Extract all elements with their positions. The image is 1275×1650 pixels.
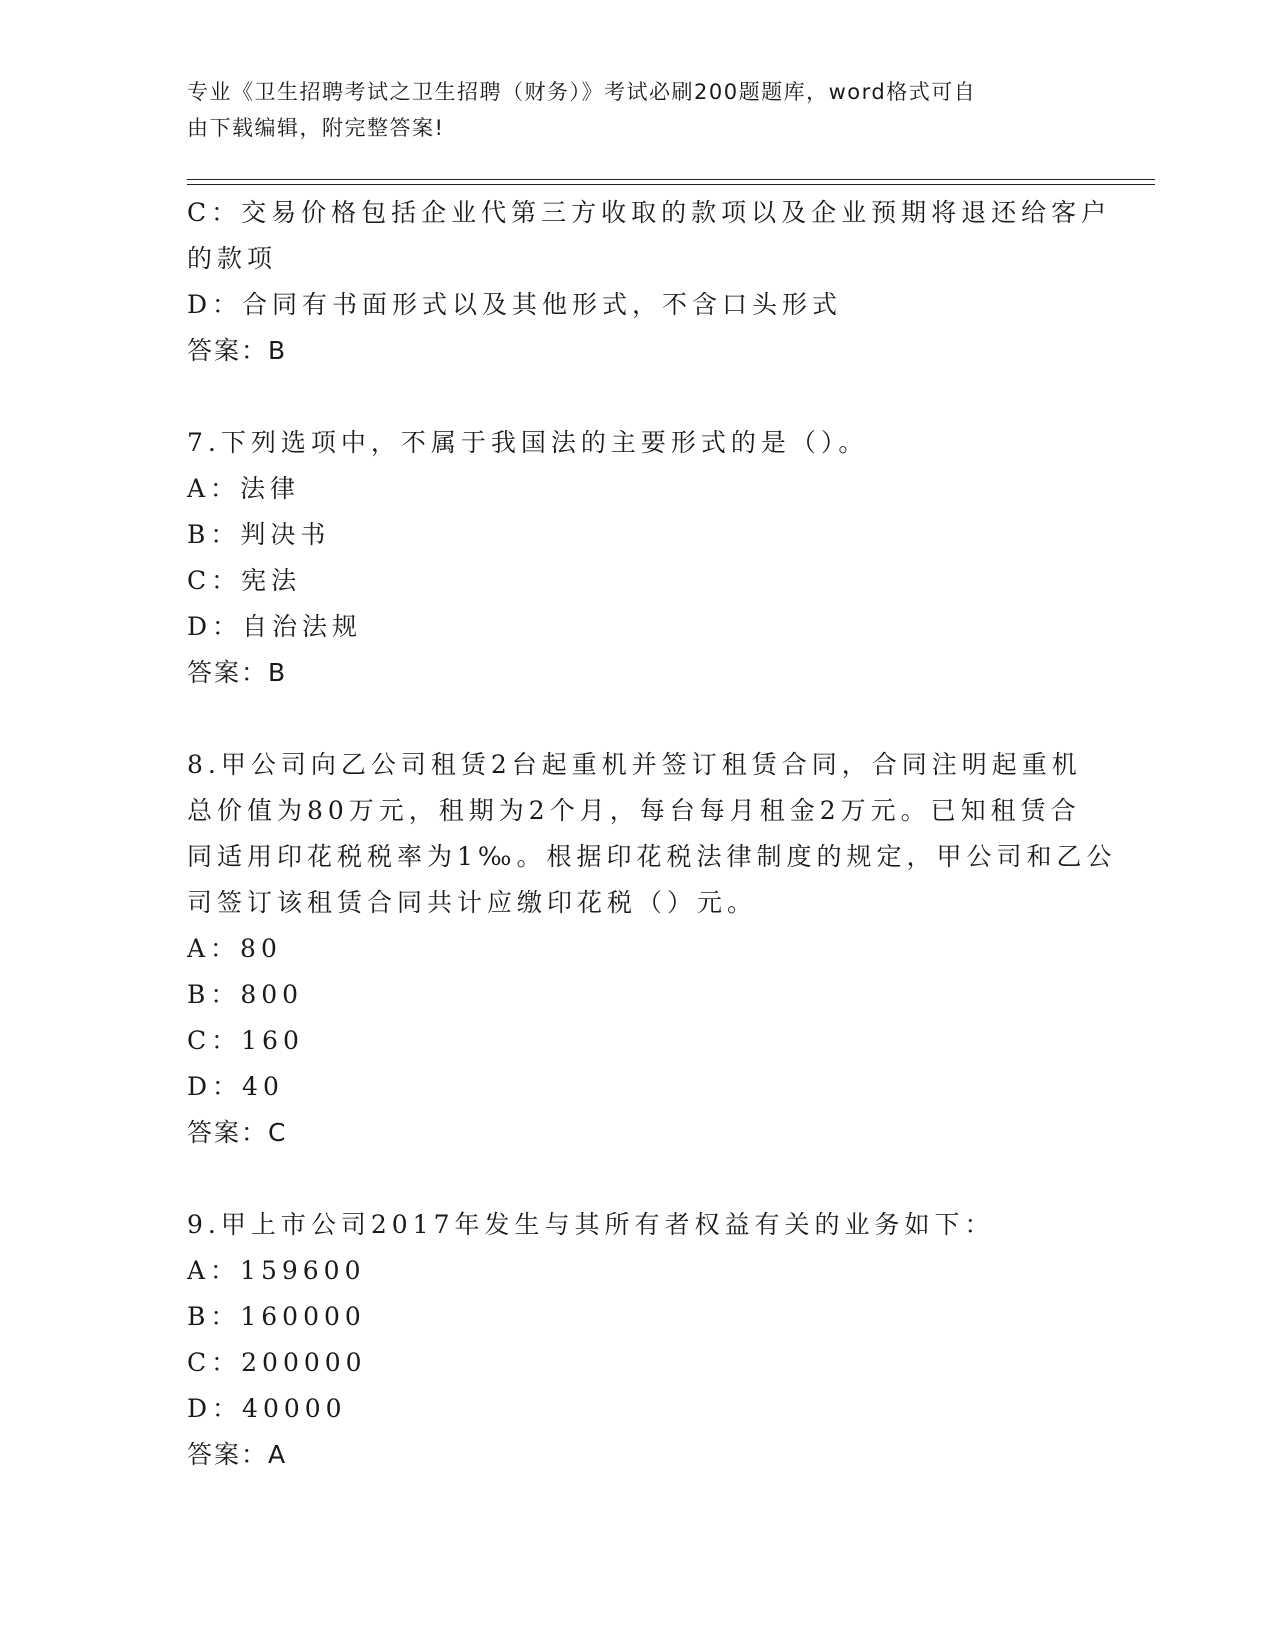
option-c-continued: 的款项 — [187, 244, 278, 273]
question-stem-line-3: 同适用印花税税率为1‰。根据印花税法律制度的规定，甲公司和乙公 — [187, 842, 1117, 871]
question-content — [187, 190, 1117, 1478]
option-d: D：合同有书面形式以及其他形式，不含口头形式 — [187, 290, 843, 319]
option-a: A：80 — [187, 934, 282, 963]
answer: 答案：A — [187, 1440, 288, 1469]
header-line-1: 专业《卫生招聘考试之卫生招聘（财务）》考试必刷200题题库，word格式可自 — [187, 80, 977, 104]
option-c: C：160 — [187, 1026, 304, 1055]
option-c: C：交易价格包括企业代第三方收取的款项以及企业预期将退还给客户 — [187, 198, 1112, 227]
question-stem-line-4: 司签订该租赁合同共计应缴印花税（）元。 — [187, 888, 758, 917]
answer: 答案：B — [187, 336, 288, 365]
question-stem: 9.甲上市公司2017年发生与其所有者权益有关的业务如下： — [187, 1210, 995, 1239]
question-stem-line-1: 8.甲公司向乙公司租赁2台起重机并签订租赁合同，合同注明起重机 — [187, 750, 1082, 779]
answer: 答案：C — [187, 1118, 288, 1147]
header-divider-bottom — [187, 184, 1155, 185]
option-c: C：宪法 — [187, 566, 302, 595]
question-stem: 7.下列选项中，不属于我国法的主要形式的是（）。 — [187, 428, 869, 457]
option-c: C：200000 — [187, 1348, 367, 1377]
answer: 答案：B — [187, 658, 288, 687]
option-b: B：160000 — [187, 1302, 366, 1331]
header-divider-top — [187, 179, 1155, 180]
header-line-2: 由下载编辑，附完整答案! — [187, 116, 445, 140]
question-stem-line-2: 总价值为80万元，租期为2个月，每台每月租金2万元。已知租赁合 — [187, 796, 1081, 825]
question-9 — [187, 1202, 1087, 1478]
question-8 — [187, 742, 1117, 1156]
previous-question-tail — [187, 190, 1112, 374]
option-a: A：159600 — [187, 1256, 366, 1285]
option-d: D：自治法规 — [187, 612, 363, 641]
document-header — [187, 74, 1067, 146]
option-d: D：40 — [187, 1072, 284, 1101]
question-7 — [187, 420, 1087, 696]
option-a: A：法律 — [187, 474, 301, 503]
option-d: D：40000 — [187, 1394, 347, 1423]
option-b: B：800 — [187, 980, 304, 1009]
option-b: B：判决书 — [187, 520, 331, 549]
